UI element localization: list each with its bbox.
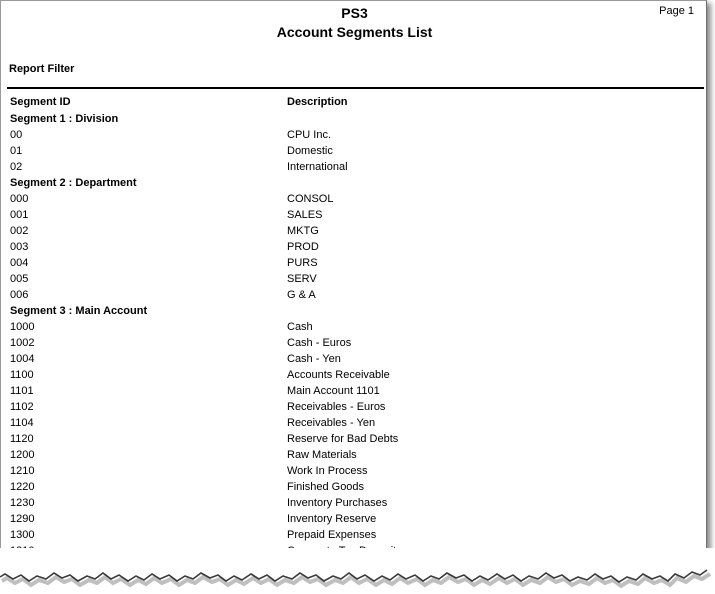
segment-id: 1210: [10, 465, 35, 477]
segment-id: 1102: [10, 401, 34, 413]
segment-id: 001: [10, 209, 29, 221]
segment-id: 1120: [10, 433, 34, 445]
segment-row: [1, 207, 708, 223]
segment-row: [1, 143, 708, 159]
segment-description: International: [287, 161, 348, 173]
segment-id: 1200: [10, 449, 35, 461]
segment-description: G & A: [287, 289, 316, 301]
segment-id: 1230: [10, 497, 35, 509]
segment-id: 003: [10, 241, 29, 253]
segment-description: SERV: [287, 273, 317, 285]
segment-row: [1, 447, 708, 463]
segment-row: [1, 335, 708, 351]
segment-row: [1, 431, 708, 447]
segment-row: [1, 223, 708, 239]
segment-row: [1, 479, 708, 495]
segment-description: CONSOL: [287, 193, 334, 205]
segment-description: Reserve for Bad Debts: [287, 433, 399, 445]
segment-description: PROD: [287, 241, 319, 253]
segment-row: [1, 399, 708, 415]
segment-id: 006: [10, 289, 29, 301]
segment-description: Cash - Yen: [287, 353, 341, 365]
segment-id: 01: [10, 145, 23, 157]
header-divider: [7, 87, 704, 89]
segment-row: [1, 367, 708, 383]
segment-description: PURS: [287, 257, 318, 269]
segment-row: [1, 383, 708, 399]
segment-row: [1, 287, 708, 303]
segment-id: 000: [10, 193, 29, 205]
segment-description: Inventory Reserve: [287, 513, 377, 525]
segment-description: CPU Inc.: [287, 129, 332, 141]
segment-row: [1, 463, 708, 479]
segment-row: [1, 351, 708, 367]
column-header-description: Description: [287, 96, 348, 108]
segment-description: Cash: [287, 321, 313, 333]
segment-description: Receivables - Euros: [287, 401, 386, 413]
segment-description: MKTG: [287, 225, 319, 237]
segment-id: 1300: [10, 529, 35, 541]
segment-group-heading: [1, 111, 708, 127]
segment-id: 1220: [10, 481, 35, 493]
segment-group-label: Segment 2 : Department: [10, 177, 137, 189]
segment-id: 005: [10, 273, 29, 285]
report-filter-label: Report Filter: [9, 63, 75, 75]
segment-group-heading: [1, 175, 708, 191]
segment-row: [1, 415, 708, 431]
segment-group-label: Segment 1 : Division: [10, 113, 119, 125]
segment-id: 1101: [10, 385, 34, 397]
segment-id: 1290: [10, 513, 35, 525]
segment-id: 00: [10, 129, 23, 141]
segment-id: 02: [10, 161, 23, 173]
segment-row: [1, 511, 708, 527]
segment-description: Inventory Purchases: [287, 497, 388, 509]
segment-row: [1, 191, 708, 207]
segment-list: [1, 111, 708, 575]
segment-row: [1, 255, 708, 271]
segment-id: 004: [10, 257, 29, 269]
column-header-segment-id: Segment ID: [10, 96, 71, 108]
segment-description: Raw Materials: [287, 449, 357, 461]
segment-description: Prepaid Expenses: [287, 529, 377, 541]
segment-row: [1, 127, 708, 143]
segment-description: Cash - Euros: [287, 337, 352, 349]
page-number: Page 1: [659, 5, 694, 17]
segment-id: 002: [10, 225, 29, 237]
segment-id: 1100: [10, 369, 34, 381]
segment-description: Work In Process: [287, 465, 368, 477]
segment-id: 1104: [10, 417, 34, 429]
segment-id: 1004: [10, 353, 35, 365]
segment-description: Accounts Receivable: [287, 369, 390, 381]
company-name: PS3: [341, 5, 368, 21]
segment-group-label: Segment 3 : Main Account: [10, 305, 148, 317]
segment-description: Receivables - Yen: [287, 417, 376, 429]
segment-description: Main Account 1101: [287, 385, 380, 397]
report-title: Account Segments List: [276, 24, 433, 40]
segment-description: Domestic: [287, 145, 333, 157]
segment-description: SALES: [287, 209, 323, 221]
torn-page-edge: [0, 548, 715, 594]
segment-row: [1, 159, 708, 175]
segment-id: 1002: [10, 337, 35, 349]
segment-id: 1000: [10, 321, 35, 333]
segment-row: [1, 495, 708, 511]
segment-group-heading: [1, 303, 708, 319]
segment-row: [1, 319, 708, 335]
segment-row: [1, 527, 708, 543]
segment-description: Finished Goods: [287, 481, 365, 493]
segment-row: [1, 239, 708, 255]
segment-row: [1, 271, 708, 287]
